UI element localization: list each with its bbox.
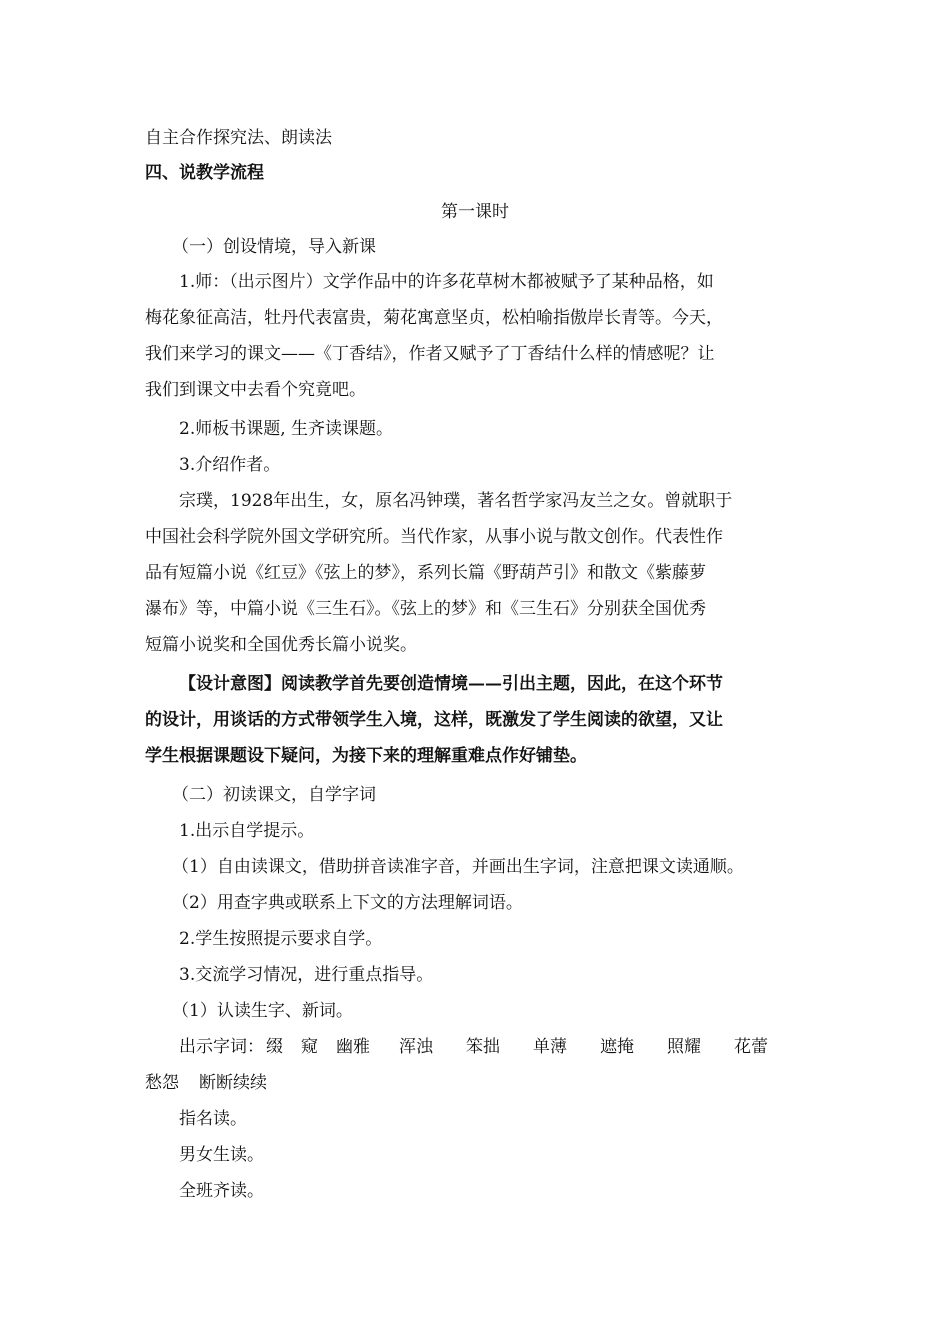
part1-heading: （一）创设情境，导入新课 [172,237,376,257]
step-line: 3.介绍作者。 [179,455,281,475]
author-intro-line: 品有短篇小说《红豆》《弦上的梦》，系列长篇《野葫芦引》和散文《紫藤萝 [145,563,706,583]
vocab-word: 花蕾 [734,1037,768,1057]
reading-step: 全班齐读。 [179,1181,264,1201]
vocab-word: 笨拙 [466,1037,500,1057]
author-intro-line: 宗璞，1928年出生，女，原名冯钟璞，著名哲学家冯友兰之女。曾就职于 [179,491,733,511]
author-intro-line: 瀑布》等，中篇小说《三生石》。《弦上的梦》和《三生石》分别获全国优秀 [145,599,706,619]
sub-step-line: （1）认读生字、新词。 [172,1001,353,1021]
vocab-line [179,1035,768,1059]
step-line: 1.出示自学提示。 [179,821,315,841]
author-intro-line: 短篇小说奖和全国优秀长篇小说奖。 [145,635,417,655]
hint-line: （2）用查字典或联系上下文的方法理解词语。 [172,893,523,913]
lesson-title: 第一课时 [441,202,509,222]
vocab-word: 照耀 [667,1037,701,1057]
step-line: 3.交流学习情况，进行重点指导。 [179,965,434,985]
step-line: 2.师板书课题, 生齐读课题。 [179,419,394,439]
section-heading: 四、说教学流程 [145,163,264,183]
paragraph-line: 1.师：（出示图片）文学作品中的许多花草树木都被赋予了某种品格，如 [179,272,714,292]
vocab-word: 断断续续 [199,1073,267,1093]
vocab-label: 出示字词： [179,1037,264,1057]
paragraph-line: 我们到课文中去看个究竟吧。 [145,380,366,400]
vocab-word: 浑浊 [399,1037,433,1057]
reading-step: 男女生读。 [179,1145,264,1165]
paragraph-line: 我们来学习的课文——《丁香结》，作者又赋予了丁香结什么样的情感呢？让 [145,344,715,364]
paragraph-line: 梅花象征高洁，牡丹代表富贵，菊花寓意坚贞，松柏喻指傲岸长青等。今天， [145,308,723,328]
author-intro-line: 中国社会科学院外国文学研究所。当代作家，从事小说与散文创作。代表性作 [145,527,723,547]
vocab-word: 幽雅 [336,1037,370,1057]
vocab-word: 缀 [266,1037,283,1057]
reading-step: 指名读。 [179,1109,247,1129]
part2-heading: （二）初读课文，自学字词 [172,785,376,805]
teaching-method-line: 自主合作探究法、朗读法 [145,128,332,148]
hint-line: （1）自由读课文，借助拼音读准字音，并画出生字词，注意把课文读通顺。 [172,857,744,877]
vocab-word: 窥 [301,1037,318,1057]
vocab-word: 愁怨 [145,1073,179,1093]
design-intent-line: 学生根据课题设下疑问，为接下来的理解重难点作好铺垫。 [145,746,587,766]
vocab-word: 单薄 [533,1037,567,1057]
design-intent-line: 【设计意图】阅读教学首先要创造情境——引出主题，因此，在这个环节 [179,674,723,694]
vocab-line [145,1071,267,1095]
design-intent-line: 的设计，用谈话的方式带领学生入境，这样，既激发了学生阅读的欲望，又让 [145,710,723,730]
vocab-word: 遮掩 [600,1037,634,1057]
step-line: 2.学生按照提示要求自学。 [179,929,383,949]
